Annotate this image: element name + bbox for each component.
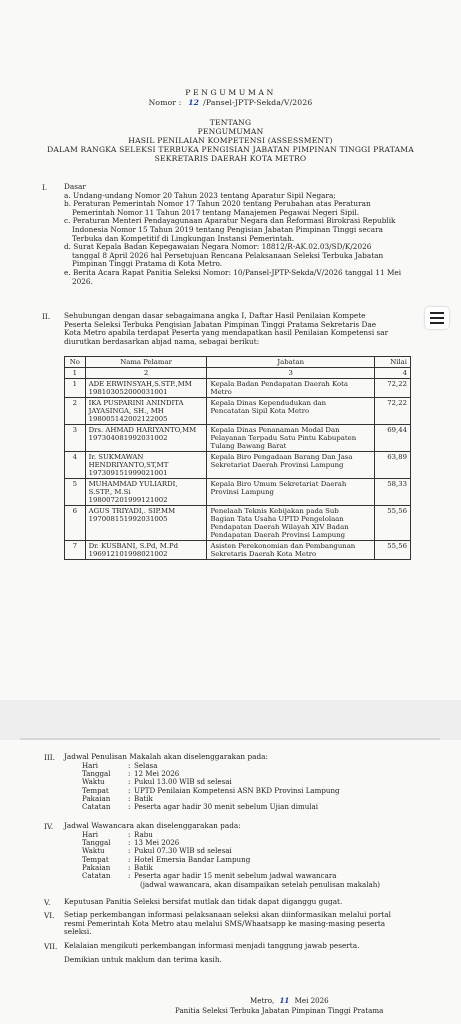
section-6-number: VI.	[44, 911, 55, 920]
doc-number: Nomor : 12 /Pansel-JPTP-Sekda/V/2026	[148, 98, 313, 107]
cell-no: 2	[65, 398, 86, 425]
schedule-row: Waktu : Pukul 13.00 WIB sd selesai	[82, 777, 232, 787]
subject-line-3: DALAM RANGKA SELEKSI TERBUKA PENGISIAN JABATAN PIMPINAN TINGGI PRATAMA	[47, 145, 414, 154]
cell-no: 3	[65, 425, 86, 452]
cell-name: IKA PUSPARINI ANINDITA JAYASINGA, SH., MH 198005142002122005	[85, 398, 207, 425]
basis-item: Indonesia Nomor 15 Tahun 2019 tentang Pengisian Jabatan Pimpinan Tinggi secara	[72, 224, 383, 234]
document-page-2	[0, 740, 461, 1024]
header-name: Nama Pelamar	[85, 357, 207, 368]
basis-item: Terbuka dan Kompetitif di Lingkungan Instansi Pemerintah.	[72, 233, 295, 243]
header-position: Jabatan	[207, 357, 374, 368]
section-1-title: Dasar	[64, 182, 86, 191]
table-header-row	[65, 357, 411, 368]
handwritten-number: 12	[188, 98, 200, 107]
table-row	[65, 479, 411, 506]
basis-item: a. Undang-undang Nomor 20 Tahun 2023 tentang Aparatur Sipil Negara;	[64, 190, 336, 200]
schedule-row: Tanggal : 12 Mei 2026	[82, 769, 180, 779]
tentang-label: TENTANG	[209, 118, 252, 127]
subject-line-4: SEKRETARIS DAERAH KOTA METRO	[154, 154, 307, 163]
basis-item: Pimpinan Tinggi Pratama di Kota Metro.	[72, 259, 223, 269]
handwritten-day: 11	[279, 996, 290, 1005]
cell-score: 58,33	[374, 479, 410, 506]
schedule-row: Catatan : Peserta agar hadir 15 menit sebelum jadwal wawancara	[82, 871, 337, 881]
basis-item: c. Peraturan Menteri Pendayagunaan Aparatur Negara dan Reformasi Birokrasi Republik	[64, 216, 396, 226]
section-4-number: IV.	[44, 822, 54, 831]
cell-position: Asisten Perekonomian dan Pembangunan Sekretaris Daerah Kota Metro	[207, 541, 374, 560]
cell-score: 69,44	[374, 425, 410, 452]
closing-text: Demikian untuk maklum dan terima kasih.	[64, 955, 222, 964]
section-3-title: Jadwal Penulisan Makalah akan diselenggarakan pada:	[64, 752, 268, 761]
cell-name: AGUS TRIYADI,. SIP.MM 197008151992031005	[85, 506, 207, 541]
table-row	[65, 541, 411, 560]
basis-item: tanggal 8 April 2026 hal Persetujuan Rencana Pelaksanaan Seleksi Terbuka Jabatan	[72, 250, 384, 260]
cell-position: Penelaah Teknis Kebijakan pada Sub Bagian Tata Usaha UPTD Pengelolaan Pendapatan Daerah Wilayah XIV Badan Pendapatan Daerah Provinsi Lampung	[207, 506, 374, 541]
cell-name: Ir. SUKMAWAN HENDRIYANTO,ST,MT 197309151999021001	[85, 452, 207, 479]
header-score: Nilai	[374, 357, 410, 368]
schedule-row: Waktu : Pukul 07.30 WIB sd selesai	[82, 846, 232, 856]
doc-title: PENGUMUMAN	[185, 88, 276, 97]
section-3-schedule	[82, 762, 340, 811]
basis-item: d. Surat Kepala Badan Kepegawaian Negara Nomor: 18812/R-AK.02.03/SD/K/2026	[64, 242, 372, 252]
cell-no: 4	[65, 452, 86, 479]
section-4-title: Jadwal Wawancara akan diselenggarakan pada:	[64, 821, 241, 830]
section-1-basis	[64, 183, 424, 286]
table-row	[65, 398, 411, 425]
subject-line-2: HASIL PENILAIAN KOMPETENSI (ASSESSMENT)	[128, 136, 333, 145]
menu-icon[interactable]	[425, 307, 449, 329]
section-3-number: III.	[44, 753, 55, 762]
cell-score: 72,22	[374, 379, 410, 398]
cell-position: Kepala Dinas Penanaman Modal Dan Pelayanan Terpadu Satu Pintu Kabupaten Tulang Bawang Barat	[207, 425, 374, 452]
basis-item: b. Peraturan Pemerintah Nomor 17 Tahun 2020 tentang Perubahan atas Peraturan	[64, 199, 371, 209]
table-row	[65, 425, 411, 452]
schedule-row: Tempat : Hotel Emersia Bandar Lampung	[82, 854, 251, 864]
cell-score: 55,56	[374, 506, 410, 541]
basis-item: e. Berita Acara Rapat Panitia Seleksi Nomor: 10/Pansel-JPTP-Sekda/V/2026 tanggal 11 Mei	[64, 267, 402, 277]
page-gap	[0, 700, 461, 740]
table-row	[65, 379, 411, 398]
basis-item: Pemerintah Nomor 11 Tahun 2017 tentang Manajemen Pegawai Negeri Sipil.	[72, 207, 360, 217]
schedule-row: Pakaian : Batik	[82, 862, 153, 872]
section-5-number: V.	[44, 898, 51, 907]
table-row	[65, 452, 411, 479]
cell-position: Kepala Badan Pendapatan Daerah Kota Metro	[207, 379, 374, 398]
table-index-row: 1 2 3 4	[65, 368, 411, 379]
cell-no: 6	[65, 506, 86, 541]
signature-date: Metro, 11 Mei 2026	[250, 996, 329, 1005]
section-1-number: I.	[42, 183, 48, 192]
cell-score: 63,89	[374, 452, 410, 479]
results-table	[64, 356, 411, 560]
section-6-text: Setiap perkembangan informasi pelaksanaan seleksi akan diinformasikan melalui portal resmi Pemerintah Kota Metro atau melalui SMS/Whaatsapp ke masing-masing peserta seleksi.	[64, 910, 391, 937]
schedule-row: Tempat : UPTD Penilaian Kompetensi ASN BKD Provinsi Lampung	[82, 785, 340, 795]
cell-name: Dr. KUSBANI, S.Pd, M.Pd 196912101998021002	[85, 541, 207, 560]
schedule-row: Catatan : Peserta agar hadir 30 menit sebelum Ujian dimulai	[82, 802, 319, 812]
cell-no: 1	[65, 379, 86, 398]
cell-position: Kepala Dinas Kependudukan dan Pencatatan Sipil Kota Metro	[207, 398, 374, 425]
section-7-text: Kelalaian mengikuti perkembangan informasi menjadi tanggung jawab peserta.	[64, 941, 360, 950]
section-2-number: II.	[42, 312, 51, 321]
cell-no: 5	[65, 479, 86, 506]
section-5-text: Keputusan Panitia Seleksi bersifat mutlak dan tidak dapat diganggu gugat.	[64, 897, 343, 906]
subject-line-1: PENGUMUMAN	[197, 127, 264, 136]
cell-name: MUHAMMAD YULIARDI, S.STP., M.Si 198007201999121002	[85, 479, 207, 506]
cell-score: 55,56	[374, 541, 410, 560]
cell-score: 72,22	[374, 398, 410, 425]
section-4-note: (jadwal wawancara, akan disampaikan setelah penulisan makalah)	[140, 880, 381, 889]
signature-org: Panitia Seleksi Terbuka Jabatan Pimpinan Tinggi Pratama	[175, 1006, 384, 1015]
section-2-intro: Sehubungan dengan dasar sebagaimana angka I, Daftar Hasil Penilaian Kompete Peserta Seleksi Terbuka Pengisian Jabatan Pimpinan Tinggi Pratama Sekretaris Dae Kota Metro apabila terdapat Peserta yang mendapatkan hasil Penilaian Kompetensi sar diurutkan berdasarkan abjad nama, sebagai berikut:	[64, 312, 389, 346]
section-7-number: VII.	[44, 942, 58, 951]
cell-name: Drs. AHMAD HARIYANTO,MM 197304081992031002	[85, 425, 207, 452]
header-no: No	[65, 357, 86, 368]
section-4-schedule	[82, 831, 336, 880]
schedule-row: Pakaian : Batik	[82, 793, 153, 803]
cell-position: Kepala Biro Pengadaan Barang Dan Jasa Sekretariat Daerah Provinsi Lampung	[207, 452, 374, 479]
schedule-row: Tanggal : 13 Mei 2026	[82, 838, 180, 848]
table-row	[65, 506, 411, 541]
cell-position: Kepala Biro Umum Sekretariat Daerah Provinsi Lampung	[207, 479, 374, 506]
schedule-row: Hari : Selasa	[82, 761, 158, 770]
schedule-row: Hari : Rabu	[82, 830, 153, 839]
cell-no: 7	[65, 541, 86, 560]
basis-item: 2026.	[72, 276, 93, 286]
cell-name: ADE ERWINSYAH,S.STP.,MM 198103052000031001	[85, 379, 207, 398]
